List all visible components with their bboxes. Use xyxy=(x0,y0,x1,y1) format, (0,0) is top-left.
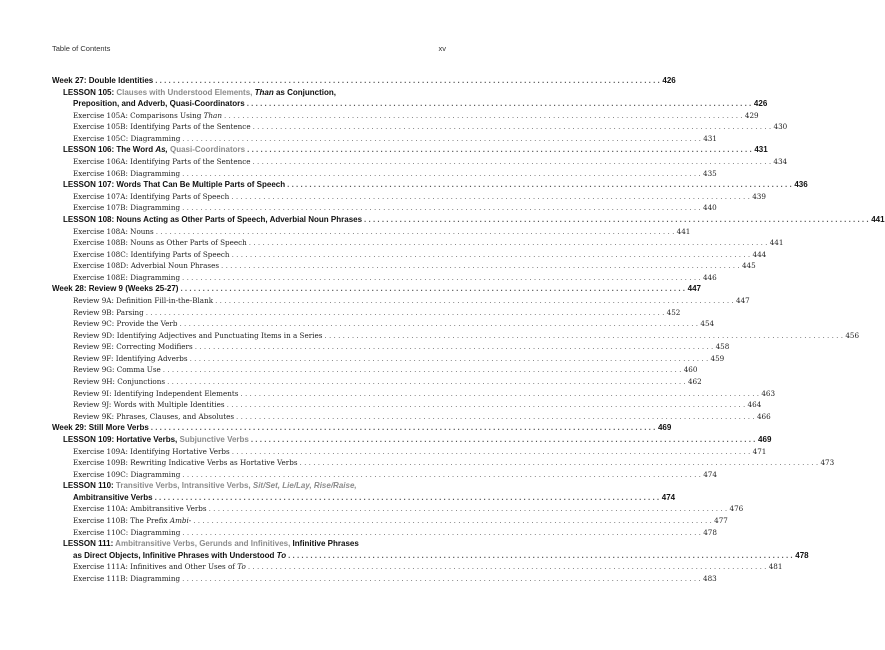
dot-leader xyxy=(155,75,660,87)
dot-leader xyxy=(163,364,682,376)
toc-page-number: 436 xyxy=(794,180,808,190)
dot-leader xyxy=(155,492,660,504)
toc-text: Exercise 107A: Identifying Parts of Speech xyxy=(73,191,230,201)
dot-leader xyxy=(364,214,869,226)
dot-leader xyxy=(221,260,740,272)
toc-entry-title xyxy=(73,411,234,423)
toc-entry-lesson xyxy=(52,179,808,191)
toc-page-number: 430 xyxy=(773,122,788,132)
dot-leader xyxy=(182,272,701,284)
toc-page-number: 440 xyxy=(703,203,717,213)
toc-entry-title xyxy=(73,110,222,122)
toc-page-number: 431 xyxy=(754,145,768,155)
toc-entry-ex xyxy=(52,110,759,122)
toc-entry-title xyxy=(73,573,180,585)
toc-review-text: Clauses with Understood Elements, xyxy=(116,87,253,97)
toc-entry-ex xyxy=(52,446,767,458)
toc-page-number: 447 xyxy=(736,295,750,305)
toc-review-text: Ambitransitive Verbs, Gerunds and Infinitives, xyxy=(115,539,291,549)
dot-leader xyxy=(151,422,656,434)
toc-entry-lesson xyxy=(52,87,446,99)
toc-entry-title xyxy=(73,249,230,261)
toc-page-number: 431 xyxy=(703,133,717,143)
toc-text: Review 9H: Conjunctions xyxy=(73,377,166,387)
toc-entry-title xyxy=(73,272,180,284)
toc-entry-title xyxy=(73,191,229,203)
dot-leader xyxy=(209,503,728,515)
toc-page-number: 458 xyxy=(715,342,730,352)
toc-text: Exercise 111A: Infinitives and Other Uses of xyxy=(73,562,238,572)
toc-entry-title xyxy=(73,515,191,527)
toc-text: Exercise 110B: The Prefix xyxy=(73,515,170,525)
toc-entry-week xyxy=(52,75,676,87)
toc-entry-ex xyxy=(52,457,835,469)
toc-review-text: Quasi-Coordinators xyxy=(170,145,246,155)
toc-entry-title xyxy=(73,341,193,353)
toc-entry-title xyxy=(73,364,161,376)
toc-entry-title xyxy=(52,422,149,434)
dot-leader xyxy=(227,399,746,411)
toc-entry-ex xyxy=(52,133,717,145)
toc-entry-ex xyxy=(52,307,681,319)
toc-entry-ex xyxy=(52,573,717,585)
toc-page-number: 478 xyxy=(703,527,717,537)
toc-entry-ex xyxy=(52,237,784,249)
toc-text: Exercise 105B: Identifying Parts of the Sentence xyxy=(73,122,251,132)
toc-page-number: 469 xyxy=(657,423,672,433)
toc-text: Preposition, and Adverb, Quasi-Coordinators xyxy=(73,99,245,109)
toc-entry-ex xyxy=(52,202,717,214)
toc-page-number: 441 xyxy=(769,238,784,248)
toc-entry-ex xyxy=(52,318,715,330)
dot-leader xyxy=(232,446,751,458)
toc-text: Exercise 108D: Adverbial Noun Phrases xyxy=(73,261,220,271)
toc-text: Exercise 109A: Identifying Hortative Verbs xyxy=(73,446,230,456)
toc-text: Exercise 108C: Identifying Parts of Speech xyxy=(73,249,230,259)
dot-leader xyxy=(248,561,767,573)
toc-entry-ex xyxy=(52,411,771,423)
dot-leader xyxy=(182,202,701,214)
toc-entry-lesson xyxy=(52,214,885,226)
toc-entry-lesson xyxy=(52,480,446,492)
toc-page-number: 426 xyxy=(662,76,676,85)
dot-leader xyxy=(236,411,755,423)
toc-text: Review 9C: Provide the Verb xyxy=(73,319,178,329)
toc-entry-title xyxy=(73,388,238,400)
toc-text: LESSON 107: Words That Can Be Multiple Parts of Speech xyxy=(63,180,286,190)
toc-page-number: 454 xyxy=(700,319,715,329)
toc-entry-ex xyxy=(52,121,788,133)
toc-page-number: 441 xyxy=(871,214,885,224)
dot-leader xyxy=(249,237,768,249)
toc-text: To xyxy=(237,562,246,572)
toc-entry-lesson2 xyxy=(52,492,676,504)
toc-entry-ex xyxy=(52,561,783,573)
toc-text: Exercise 107B: Diagramming xyxy=(73,203,181,213)
toc-entry-title xyxy=(73,98,245,110)
toc-text: Week 28: Review 9 (Weeks 25-27) xyxy=(52,284,179,294)
toc-entry-title xyxy=(73,307,144,319)
dot-leader xyxy=(182,168,701,180)
toc-page-number: 439 xyxy=(752,191,766,201)
toc-entry-ex xyxy=(52,376,702,388)
toc-entry-ex xyxy=(52,260,756,272)
toc-text: Exercise 109B: Rewriting Indicative Verbs as Hortative Verbs xyxy=(73,458,298,468)
toc-entry-ex xyxy=(52,353,725,365)
toc-entry-ex xyxy=(52,527,717,539)
toc-text: Exercise 111B: Diagramming xyxy=(73,573,181,583)
toc-review-text: Transitive Verbs, Intransitive Verbs, xyxy=(115,481,253,491)
toc-text: Exercise 108B: Nouns as Other Parts of Speech xyxy=(73,238,247,248)
toc-entry-lesson xyxy=(52,434,772,446)
toc-entry-title xyxy=(73,156,250,168)
dot-leader xyxy=(247,98,752,110)
toc-entry-title xyxy=(73,202,180,214)
toc-text: Ambitransitive Verbs xyxy=(73,492,153,502)
toc-text: Review 9G: Comma Use xyxy=(73,365,161,375)
toc-page-number: 463 xyxy=(761,388,776,398)
toc-entry-title xyxy=(52,75,153,87)
toc-text: Exercise 108E: Diagramming xyxy=(73,272,181,282)
toc-text: LESSON 108: Nouns Acting as Other Parts of Speech, Adverbial Noun Phrases xyxy=(63,214,363,224)
toc-page-number: 452 xyxy=(666,307,681,317)
toc-entry-title xyxy=(63,214,362,226)
toc-text: As, xyxy=(155,145,168,155)
dot-leader xyxy=(179,318,698,330)
toc-text: Review 9I: Identifying Independent Elements xyxy=(73,388,239,398)
toc-entry-ex xyxy=(52,295,750,307)
toc-text: Review 9A: Definition Fill-in-the-Blank xyxy=(73,295,214,305)
toc-entry-ex xyxy=(52,249,767,261)
toc-entry-title xyxy=(73,133,180,145)
toc-text: Exercise 106B: Diagramming xyxy=(73,168,181,178)
toc-text: Exercise 105A: Comparisons Using xyxy=(73,110,204,120)
dot-leader xyxy=(182,469,701,481)
toc-entry-title xyxy=(52,283,178,295)
toc-entry-title xyxy=(73,260,219,272)
toc-page-number: 444 xyxy=(752,249,767,259)
toc-text: Exercise 110C: Diagramming xyxy=(73,527,181,537)
toc-entry-lesson xyxy=(52,144,768,156)
dot-leader xyxy=(182,573,701,585)
toc-review-text: Sit/Set, Lie/Lay, Rise/Raise, xyxy=(252,481,357,491)
toc-entry-week xyxy=(52,422,672,434)
toc-page-number: 483 xyxy=(703,573,717,583)
dot-leader xyxy=(182,527,701,539)
toc-page-number: 460 xyxy=(683,365,698,375)
toc-entry-title xyxy=(73,376,165,388)
toc-page-number: 466 xyxy=(756,411,771,421)
toc-entry-title xyxy=(73,446,230,458)
toc-text: Exercise 110A: Ambitransitive Verbs xyxy=(73,504,207,514)
toc-entry-title xyxy=(73,237,247,249)
toc-page-number: 462 xyxy=(687,377,702,387)
toc-text: LESSON 110: xyxy=(63,481,116,491)
toc-entry-title xyxy=(73,399,225,411)
toc-text: as Direct Objects, Infinitive Phrases with Understood xyxy=(73,550,277,560)
toc-page-number: 476 xyxy=(729,504,744,514)
toc-page-number: 434 xyxy=(773,157,788,167)
toc-entry-ex xyxy=(52,388,776,400)
dot-leader xyxy=(300,457,819,469)
toc-page-number: 477 xyxy=(714,515,728,525)
toc-text: Review 9K: Phrases, Clauses, and Absolutes xyxy=(73,411,235,421)
dot-leader xyxy=(287,179,792,191)
toc-page-number: 456 xyxy=(845,330,860,340)
toc-text: Week 29: Still More Verbs xyxy=(52,423,149,433)
toc-entry-ex xyxy=(52,168,717,180)
header-title: Table of Contents xyxy=(52,44,111,53)
dot-leader xyxy=(232,249,751,261)
toc-entry-ex xyxy=(52,399,762,411)
toc-entry-ex xyxy=(52,515,728,527)
dot-leader xyxy=(324,330,843,342)
toc-text: Review 9E: Correcting Modifiers xyxy=(73,342,193,352)
toc-entry-title xyxy=(73,550,286,562)
dot-leader xyxy=(288,550,793,562)
toc-text: Review 9F: Identifying Adverbs xyxy=(73,353,188,363)
toc-entry-title xyxy=(63,480,357,492)
toc-entry-title xyxy=(63,87,336,99)
toc-entry-ex xyxy=(52,503,744,515)
toc-text: LESSON 105: xyxy=(63,87,117,97)
toc-text: Exercise 105C: Diagramming xyxy=(73,133,181,143)
toc-entry-ex xyxy=(52,364,698,376)
toc-review-text: Subjunctive Verbs xyxy=(179,434,249,444)
toc-page-number: 447 xyxy=(687,284,701,294)
toc-entry-ex xyxy=(52,226,691,238)
dot-leader xyxy=(253,121,772,133)
toc-text: LESSON 106: The Word xyxy=(63,145,156,155)
toc-text: LESSON 109: Hortative Verbs, xyxy=(63,434,180,444)
toc-entry-title xyxy=(73,469,180,481)
toc-entry-ex xyxy=(52,341,730,353)
dot-leader xyxy=(167,376,686,388)
toc-entry-title xyxy=(73,226,154,238)
dot-leader xyxy=(247,144,752,156)
toc-text: Review 9D: Identifying Adjectives and Punctuating Items in a Series xyxy=(73,330,323,340)
dot-leader xyxy=(193,515,712,527)
toc-page-number: 426 xyxy=(753,99,768,109)
toc-entry-title xyxy=(73,330,322,342)
dot-leader xyxy=(224,110,743,122)
toc-page-number: 446 xyxy=(702,272,717,282)
toc-entry-ex xyxy=(52,272,717,284)
dot-leader xyxy=(252,156,771,168)
toc-entry-title xyxy=(63,144,245,156)
toc-entry-title xyxy=(63,179,285,191)
toc-entry-title xyxy=(73,318,177,330)
dot-leader xyxy=(215,295,734,307)
toc-entry-week xyxy=(52,283,701,295)
dot-leader xyxy=(146,307,665,319)
toc-text: LESSON 111: xyxy=(63,539,116,549)
toc-entry-lesson2 xyxy=(52,550,809,562)
dot-leader xyxy=(190,353,709,365)
toc-text: Review 9J: Words with Multiple Identities xyxy=(73,400,225,410)
toc-text: Exercise 109C: Diagramming xyxy=(73,469,181,479)
toc-page-number: 478 xyxy=(795,550,809,560)
toc-text: Infinitive Phrases xyxy=(290,539,359,549)
toc-text: as Conjunction, xyxy=(273,87,336,97)
toc-page-number: 464 xyxy=(747,400,762,410)
toc-entry-title xyxy=(73,121,251,133)
toc-entry-title xyxy=(73,168,180,180)
toc-page-number: 445 xyxy=(741,261,756,271)
page-number: xv xyxy=(438,44,446,53)
toc-page-number: 469 xyxy=(758,434,772,444)
toc-entry-title xyxy=(73,295,213,307)
dot-leader xyxy=(182,133,701,145)
toc-text: Ambi- xyxy=(169,515,192,525)
toc-text: Than xyxy=(203,110,222,120)
dot-leader xyxy=(156,226,675,238)
toc-entry-title xyxy=(73,492,153,504)
toc-entry-ex xyxy=(52,330,860,342)
toc-text: To xyxy=(276,550,287,560)
toc-entry-title xyxy=(73,457,298,469)
toc-entry-ex xyxy=(52,156,788,168)
toc-entry-lesson2 xyxy=(52,98,768,110)
dot-leader xyxy=(240,388,759,400)
toc-entry-ex xyxy=(52,191,766,203)
toc-text: Review 9B: Parsing xyxy=(73,307,144,317)
dot-leader xyxy=(180,283,685,295)
toc-page-number: 429 xyxy=(744,110,759,120)
toc-page-number: 474 xyxy=(703,469,717,479)
running-header xyxy=(52,44,446,58)
toc-text: Exercise 106A: Identifying Parts of the Sentence xyxy=(73,157,251,167)
toc-entry-ex xyxy=(52,469,717,481)
toc-text: Than xyxy=(254,87,274,97)
toc-list xyxy=(52,75,885,584)
toc-entry-title xyxy=(73,527,180,539)
toc-page-number: 473 xyxy=(820,458,835,468)
toc-page-number: 481 xyxy=(768,562,783,572)
toc-entry-title xyxy=(63,538,359,550)
toc-page-number: 471 xyxy=(752,446,767,456)
toc-entry-title xyxy=(73,503,207,515)
toc-text: Exercise 108A: Nouns xyxy=(73,226,154,236)
toc-page-number: 474 xyxy=(661,492,676,502)
toc-entry-title xyxy=(63,434,249,446)
toc-page-number: 441 xyxy=(676,226,691,236)
dot-leader xyxy=(195,341,714,353)
toc-page-number: 459 xyxy=(710,353,725,363)
toc-page-number: 435 xyxy=(703,168,717,178)
toc-entry-title xyxy=(73,561,246,573)
toc-text: Week 27: Double Identities xyxy=(52,76,154,85)
toc-entry-lesson xyxy=(52,538,446,550)
dot-leader xyxy=(251,434,756,446)
toc-entry-title xyxy=(73,353,188,365)
dot-leader xyxy=(231,191,750,203)
